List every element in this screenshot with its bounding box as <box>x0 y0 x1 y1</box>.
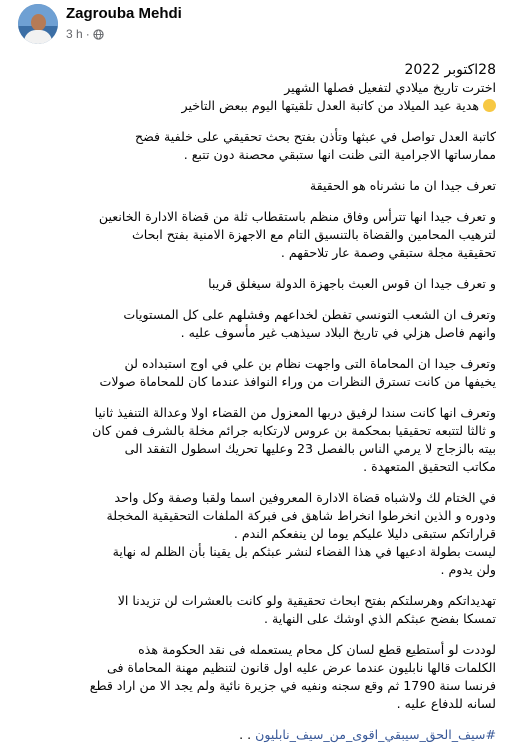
post-text-line: ولن يدوم . <box>440 562 496 577</box>
post-text-line: تمسكا بفضح عبثكم الذي اوشك على النهاية . <box>264 611 496 626</box>
gift-line-text: هدية عيد الميلاد من كاتبة العدل تلقيتها اليوم ببعض التاخير <box>181 98 479 113</box>
post-text-line: تهديداتكم وهرسلتكم بفتح ابحاث تحقيقية ولو كانت بالعشرات لن تزيدنا الا <box>117 593 496 608</box>
hashtag-link[interactable]: #سيف_الحق_سيبقي_اقوى_من_سيف_نابليون <box>255 727 496 742</box>
post-text-line: ممارساتها الاجرامية التى ظنت انها ستبقي محصنة دون تتبع . <box>183 147 496 162</box>
post-text-line: كاتبة العدل تواصل في عبثها وتأذن بفتح بحث تحقيقي على خلفية فضح <box>134 129 496 144</box>
post-text-line: اخترت تاريخ ميلادي لتفعيل فصلها الشهير <box>284 80 496 95</box>
post-text-line: و تعرف جيدا انها تترأس وفاق منظم باستقطاب ثلة من قضاة الادارة الخانعين <box>98 209 496 224</box>
post-text-line: ليست بطولة ادعيها في هذا الفضاء لنشر عبثكم بل يقينا بأن الظلم له نهاية <box>112 544 496 559</box>
post-text-line-gift <box>16 97 496 115</box>
globe-icon[interactable] <box>93 29 104 40</box>
post-text-line: فرنسا سنة 1790 ثم وقع سجنه ونفيه في جزيرة نائية ولم يجد الا من اراد قطع <box>89 678 496 693</box>
avatar[interactable] <box>18 4 58 44</box>
post-text-line: لوددت لو أستطيع قطع لسان كل محام يستعمله فى نقد الحكومة هذه <box>138 642 496 657</box>
author-name[interactable]: Zagrouba Mehdi <box>66 5 182 22</box>
hashtag-line <box>16 726 496 744</box>
post-text-line: في الختام لك ولاشباه قضاة الادارة المعروفين اسما ولقبا وصفة وكل واحد <box>114 490 496 505</box>
post-text-line: ودوره و الذين انخرطوا انخراط شاهق فى فبركة الملفات التحقيقية المخجلة <box>106 508 496 523</box>
post-time[interactable]: 3 h <box>66 27 83 41</box>
post-text-line: بيته بالزجاج لا يرمي الناس بالفصل 23 وعليها تحريك اسطول التفقد الى <box>124 441 496 456</box>
post-text-line: الكلمات قالها نابليون عندما عرض عليه اول قانون لتنظيم مهنة المحاماة فى <box>107 660 496 675</box>
post-header <box>0 0 507 60</box>
post-text-line: يخيفها من كانت تسترق النظرات من وراء النوافذ عندما كان للمحاماة صولات <box>99 374 496 389</box>
hashtag-dots: . . <box>239 727 252 742</box>
post-date: 28اكتوبر 2022 <box>404 62 496 78</box>
meta-separator: · <box>85 27 90 41</box>
post-meta <box>66 27 104 41</box>
post-text-line: تعرف جيدا ان ما نشرناه هو الحقيقة <box>309 178 496 193</box>
post-text-line: لترهيب المحامين والقضاة بالتنسيق التام مع الاجهزة الامنية بفتح ابحاث <box>131 227 496 242</box>
post-text-line: تحقيقية مجلة ستبقي وصمة عار تلاحقهم . <box>280 245 496 260</box>
post-text-line: وانهم فاصل هزلي في تاريخ البلاد سيذهب غير مأسوف عليه . <box>180 325 496 340</box>
post-text-line: و تعرف جيدا ان قوس العبث باجهزة الدولة سيغلق قريبا <box>208 276 496 291</box>
post-text-line: و ثالثا لتتبعه تحقيقيا بمحكمة بن عروس لارتكابه جرائم مخلة بالشرف فمن كان <box>92 423 496 438</box>
post-text-line: وتعرف ان الشعب التونسي تفطن لخداعهم وفشلهم على كل المستويات <box>123 307 496 322</box>
post-text-line: مكاتب التحقيق المتعهدة . <box>363 459 496 474</box>
post-text-line: وتعرف جيدا ان المحاماة التى واجهت نظام بن علي في اوج استبداده لن <box>124 356 496 371</box>
post-text-line: لسانه للدفاع عليه . <box>396 696 496 711</box>
post-text-line: وتعرف انها كانت سندا لرفيق دربها المعزول من القضاء اولا وعدالة التنفيذ ثانيا <box>94 405 496 420</box>
smile-emoji <box>483 99 496 112</box>
post-text-line: قراراتكم ستبقى دليلا عليكم يوما لن ينفعكم الندم . <box>233 526 496 541</box>
post-body <box>16 61 496 744</box>
